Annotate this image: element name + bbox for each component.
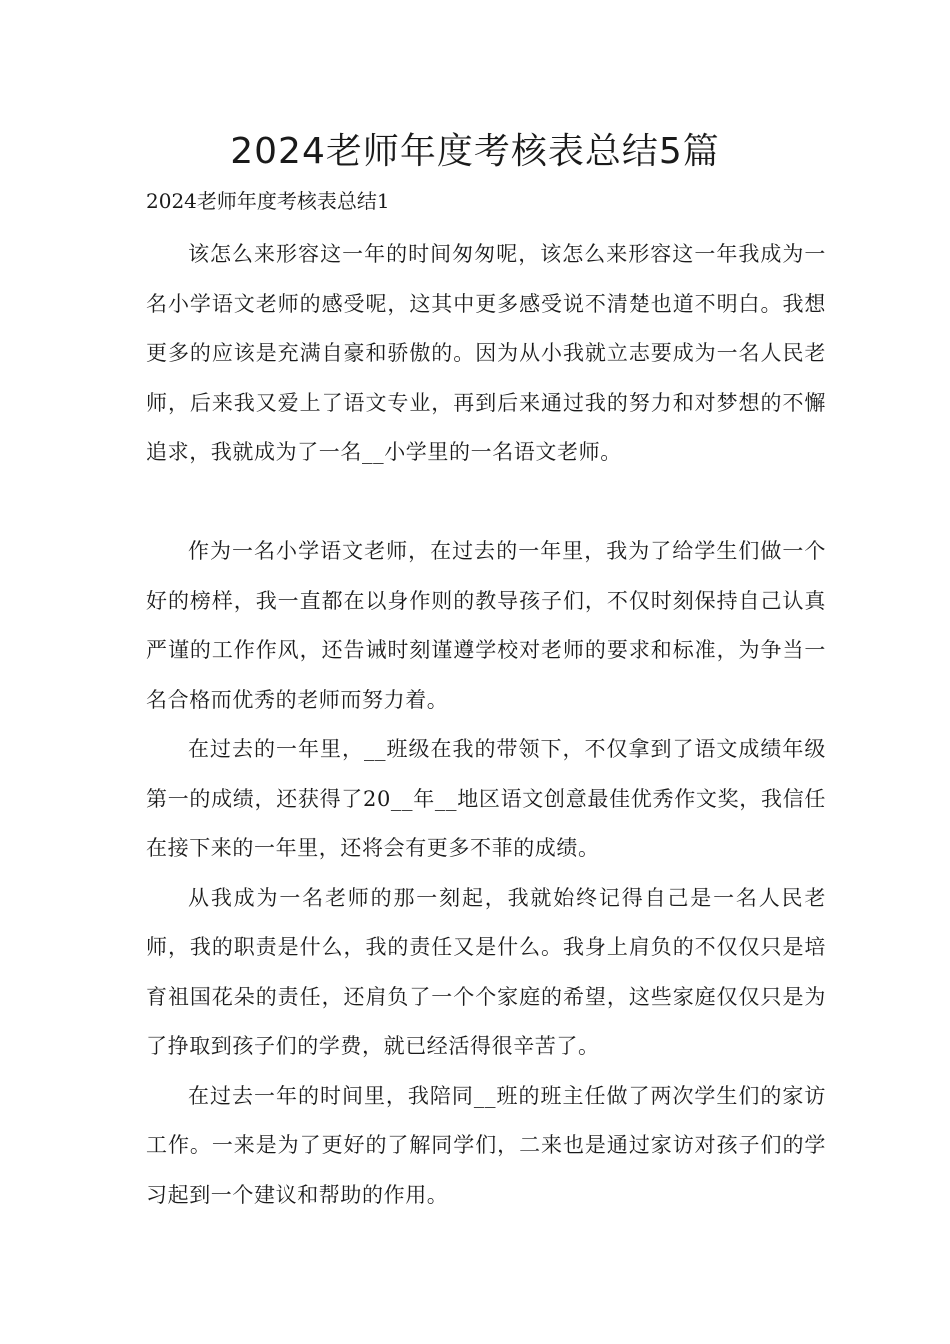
paragraph: 作为一名小学语文老师，在过去的一年里，我为了给学生们做一个好的榜样，我一直都在以身作则的教导孩子们，不仅时刻保持自己认真严谨的工作作风，还告诫时刻谨遵学校对老师的要求和标准，为争当一名合格而优秀的老师而努力着。 — [146, 539, 826, 712]
document-title: 2024老师年度考核表总结5篇 — [230, 131, 720, 172]
paragraph: 该怎么来形容这一年的时间匆匆呢，该怎么来形容这一年我成为一名小学语文老师的感受呢，这其中更多感受说不清楚也道不明白。我想更多的应该是充满自豪和骄傲的。因为从小我就立志要成为一名人民老师，后来我又爱上了语文专业，再到后来通过我的努力和对梦想的不懈追求，我就成为了一名__小学里的一名语文老师。 — [146, 242, 826, 464]
section-heading: 2024老师年度考核表总结1 — [146, 189, 390, 213]
paragraph: 从我成为一名老师的那一刻起，我就始终记得自己是一名人民老师，我的职责是什么，我的责任又是什么。我身上肩负的不仅仅只是培育祖国花朵的责任，还肩负了一个个家庭的希望，这些家庭仅仅只是为了挣取到孩子们的学费，就已经活得很辛苦了。 — [146, 885, 826, 1058]
paragraph: 在过去的一年里，__班级在我的带领下，不仅拿到了语文成绩年级第一的成绩，还获得了20__年__地区语文创意最佳优秀作文奖，我信任在接下来的一年里，还将会有更多不菲的成绩。 — [146, 737, 826, 860]
paragraph: 在过去一年的时间里，我陪同__班的班主任做了两次学生们的家访工作。一来是为了更好的了解同学们，二来也是通过家访对孩子们的学习起到一个建议和帮助的作用。 — [146, 1083, 826, 1207]
document-body — [146, 230, 826, 1220]
